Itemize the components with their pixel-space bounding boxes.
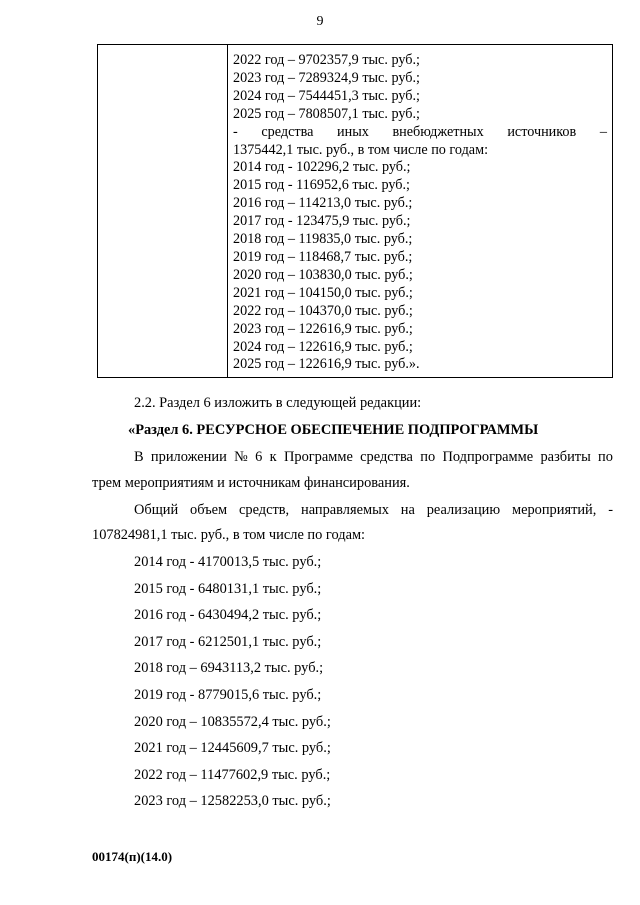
word: направляемых [301,502,389,518]
word: средства [261,123,314,140]
section-heading: «Раздел 6. РЕСУРСНОЕ ОБЕСПЕЧЕНИЕ ПОДПРОГРАММЫ [128,422,539,438]
word: Общий [134,502,179,518]
table-line: 2018 год – 119835,0 тыс. руб.; [233,231,413,248]
table-line: 2024 год – 7544451,3 тыс. руб.; [233,87,420,104]
word: Подпрограмме [442,449,534,465]
word: 6 [255,449,263,465]
word: реализацию [426,502,501,518]
table-line: 2023 год – 122616,9 тыс. руб.; [233,320,413,337]
word: разбиты [540,449,591,465]
table-column-divider [227,44,228,378]
table-line: 2021 год – 104150,0 тыс. руб.; [233,284,413,301]
year-line: 2016 год - 6430494,2 тыс. руб.; [134,607,322,623]
year-line: 2022 год – 11477602,9 тыс. руб.; [134,767,331,783]
word: – [599,123,607,140]
year-line: 2018 год – 6943113,2 тыс. руб.; [134,660,324,676]
word: - [608,502,613,518]
page-number: 9 [316,14,324,29]
year-line: 2014 год - 4170013,5 тыс. руб.; [134,554,322,570]
word: приложении [150,449,227,465]
table-line: 2015 год - 116952,6 тыс. руб.; [233,177,410,194]
word: № [234,449,248,465]
table-line: 2020 год – 103830,0 тыс. руб.; [233,266,413,283]
word: мероприятий, [511,502,597,518]
table-line: 2025 год – 122616,9 тыс. руб.». [233,356,420,373]
word: - [233,123,238,140]
paragraph-1-line-1 [134,449,613,466]
table-line: 2019 год – 118468,7 тыс. руб.; [233,248,413,265]
word: источников [507,123,577,140]
table-line: 2024 год – 122616,9 тыс. руб.; [233,338,413,355]
word: объем [190,502,228,518]
table-line: 2025 год – 7808507,1 тыс. руб.; [233,105,420,122]
table-line: 2022 год – 9702357,9 тыс. руб.; [233,52,420,68]
section-intro: 2.2. Раздел 6 изложить в следующей редакции: [134,395,422,411]
year-line: 2019 год - 8779015,6 тыс. руб.; [134,687,322,703]
footer-code: 00174(п)(14.0) [92,849,173,864]
table-line: 2016 год – 114213,0 тыс. руб.; [233,195,413,212]
table-cell [233,52,607,374]
year-line: 2023 год – 12582253,0 тыс. руб.; [134,793,331,809]
table-line: 2017 год - 123475,9 тыс. руб.; [233,213,411,230]
year-line: 2020 год – 10835572,4 тыс. руб.; [134,714,331,730]
word: на [400,502,415,518]
word: средства [360,449,413,465]
word: Программе [283,449,353,465]
word: по [598,449,613,465]
table-line: 2014 год - 102296,2 тыс. руб.; [233,159,411,176]
paragraph-2-line-1 [134,502,613,519]
word: В [134,449,144,465]
table-line: 2023 год – 7289324,9 тыс. руб.; [233,69,420,86]
paragraph-2-line-2: 107824981,1 тыс. руб., в том числе по годам: [92,527,366,543]
word: к [269,449,277,465]
table-line: 2022 год – 104370,0 тыс. руб.; [233,302,413,319]
year-line: 2021 год – 12445609,7 тыс. руб.; [134,740,331,756]
word: по [420,449,436,465]
word: иных [337,123,369,140]
table-sources-line [233,124,607,142]
year-line: 2017 год - 6212501,1 тыс. руб.; [134,634,322,650]
word: средств, [238,502,290,518]
table-line: 1375442,1 тыс. руб., в том числе по годам: [233,141,489,158]
year-line: 2015 год - 6480131,1 тыс. руб.; [134,581,322,597]
word: внебюджетных [392,123,484,140]
paragraph-1-line-2: трем мероприятиям и источникам финансирования. [92,475,410,491]
